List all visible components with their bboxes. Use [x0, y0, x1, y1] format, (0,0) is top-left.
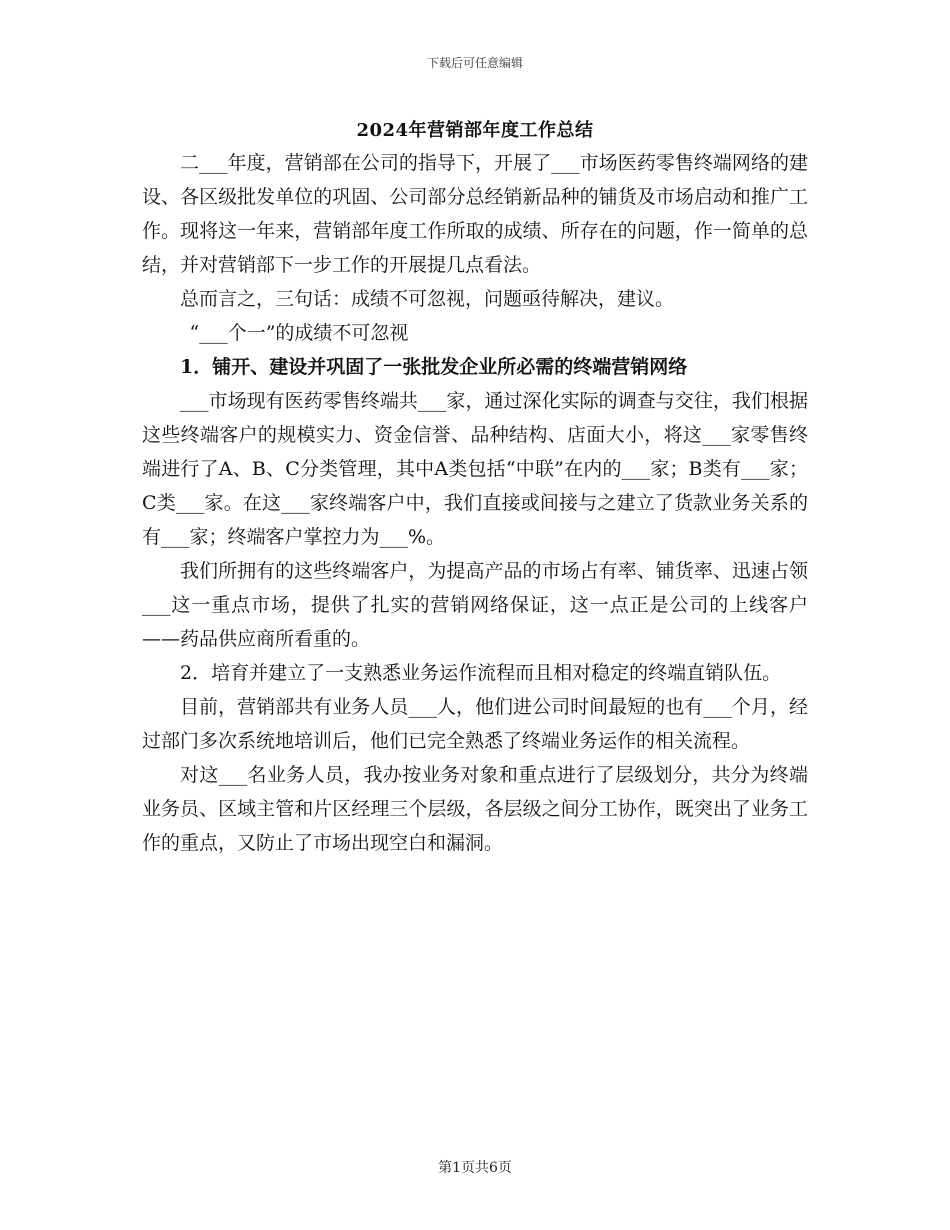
paragraph-network-details: ___市场现有医药零售终端共___家，通过深化实际的调查与交往，我们根据这些终端客户的规模实力、资金信誉、品种结构、店面大小，将这___家零售终端进行了A、B、C分类管理，其中A类包括“中联”在内的___家；B类有___家；C类___家。在这___家终端客户中，我们直接或间接与之建立了货款业务关系的有___家；终端客户掌控力为___%。: [142, 390, 808, 548]
subheading-team: 2．培育并建立了一支熟悉业务运作流程而且相对稳定的终端直销队伍。: [180, 662, 782, 684]
section-heading-achievements: “___个一”的成绩不可忽视: [189, 322, 409, 344]
paragraph-team-structure: 对这___名业务人员，我办按业务对象和重点进行了层级划分，共分为终端业务员、区域主管和片区经理三个层级，各层级之间分工协作，既突出了业务工作的重点，又防止了市场出现空白和漏洞。: [142, 764, 808, 854]
subheading-network: 1．铺开、建设并巩固了一张批发企业所必需的终端营销网络: [180, 356, 688, 378]
page-number: 第1页共6页: [438, 1160, 512, 1176]
header-note: 下载后可任意编辑: [426, 56, 523, 70]
document-body: [142, 146, 808, 860]
document-title: 2024年营销部年度工作总结: [356, 120, 594, 141]
paragraph-intro: 二___年度，营销部在公司的指导下，开展了___市场医药零售终端网络的建设、各区级批发单位的巩固、公司部分总经销新品种的铺货及市场启动和推广工作。现将这一年来，营销部年度工作所取的成绩、所存在的问题，作一简单的总结，并对营销部下一步工作的开展提几点看法。: [142, 152, 808, 276]
paragraph-summary: 总而言之，三句话：成绩不可忽视，问题亟待解决，建议。: [180, 288, 675, 310]
paragraph-network-value: 我们所拥有的这些终端客户，为提高产品的市场占有率、铺货率、迅速占领___这一重点市场，提供了扎实的营销网络保证，这一点正是公司的上线客户——药品供应商所看重的。: [142, 560, 808, 650]
paragraph-team-training: 目前，营销部共有业务人员___人，他们进公司时间最短的也有___个月，经过部门多次系统地培训后，他们已完全熟悉了终端业务运作的相关流程。: [142, 696, 808, 752]
